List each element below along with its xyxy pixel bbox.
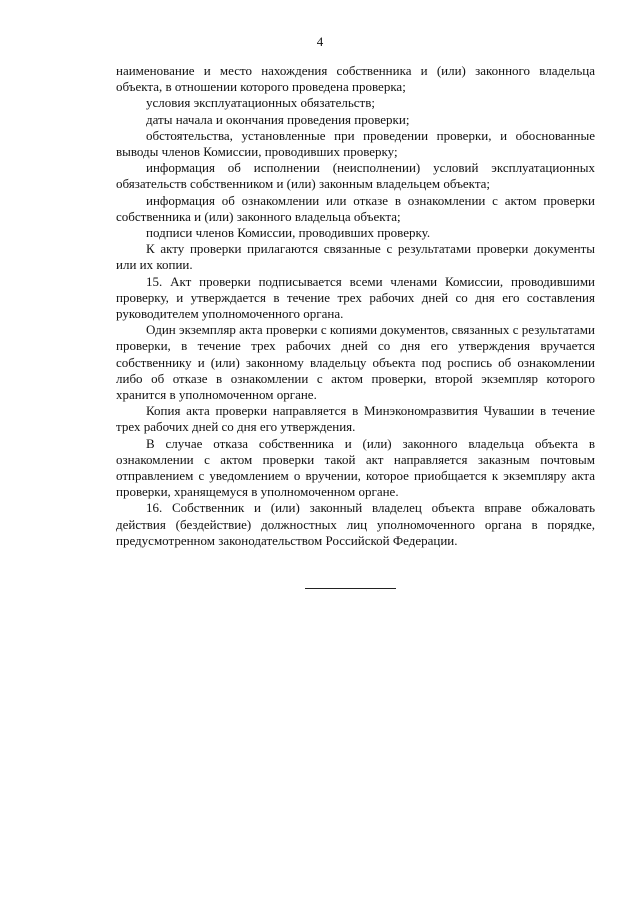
paragraph: 15. Акт проверки подписывается всеми членами Комиссии, проводившими проверку, и утверждается в течение трех рабочих дней со дня его составления руководителем уполномоченного органа.	[116, 273, 595, 322]
paragraph: Один экземпляр акта проверки с копиями документов, связанных с результатами проверки, в течение трех рабочих дней со дня его утверждения вручается собственнику и (или) законному владельцу объекта под роспись об ознакомлении либо об отказе в ознакомлении с актом проверки, второй экземпляр которого хранится в уполномоченном органе.	[116, 322, 595, 403]
closing-divider-line	[305, 588, 396, 589]
paragraph: условия эксплуатационных обязательств;	[146, 95, 375, 111]
paragraph: информация об ознакомлении или отказе в ознакомлении с актом проверки собственника и (или) законного владельца объекта;	[116, 192, 595, 224]
paragraph: подписи членов Комиссии, проводивших проверку.	[146, 225, 431, 241]
paragraph: 16. Собственник и (или) законный владелец объекта вправе обжаловать действия (бездействие) должностных лиц уполномоченного органа в порядке, предусмотренном законодательством Российской Федерации.	[116, 500, 595, 548]
paragraph: информация об исполнении (неисполнении) условий эксплуатационных обязательств собственником и (или) законным владельцем объекта;	[116, 160, 595, 192]
paragraph: В случае отказа собственника и (или) законного владельца объекта в ознакомлении с актом проверки такой акт направляется заказным почтовым отправлением с уведомлением о вручении, которое приобщается к экземпляру акта проверки, хранящемуся в уполномоченном органе.	[116, 435, 595, 500]
paragraph: наименование и место нахождения собственника и (или) законного владельца объекта, в отношении которого проведена проверка;	[116, 63, 595, 95]
page-number: 4	[316, 34, 324, 49]
paragraph: даты начала и окончания проведения проверки;	[146, 111, 410, 127]
paragraph: Копия акта проверки направляется в Минэкономразвития Чувашии в течение трех рабочих дней со дня его утверждения.	[116, 403, 595, 435]
document-body	[116, 63, 595, 549]
paragraph: обстоятельства, установленные при проведении проверки, и обоснованные выводы членов Комиссии, проводивших проверку;	[116, 127, 595, 160]
paragraph: К акту проверки прилагаются связанные с результатами проверки документы или их копии.	[116, 241, 595, 273]
